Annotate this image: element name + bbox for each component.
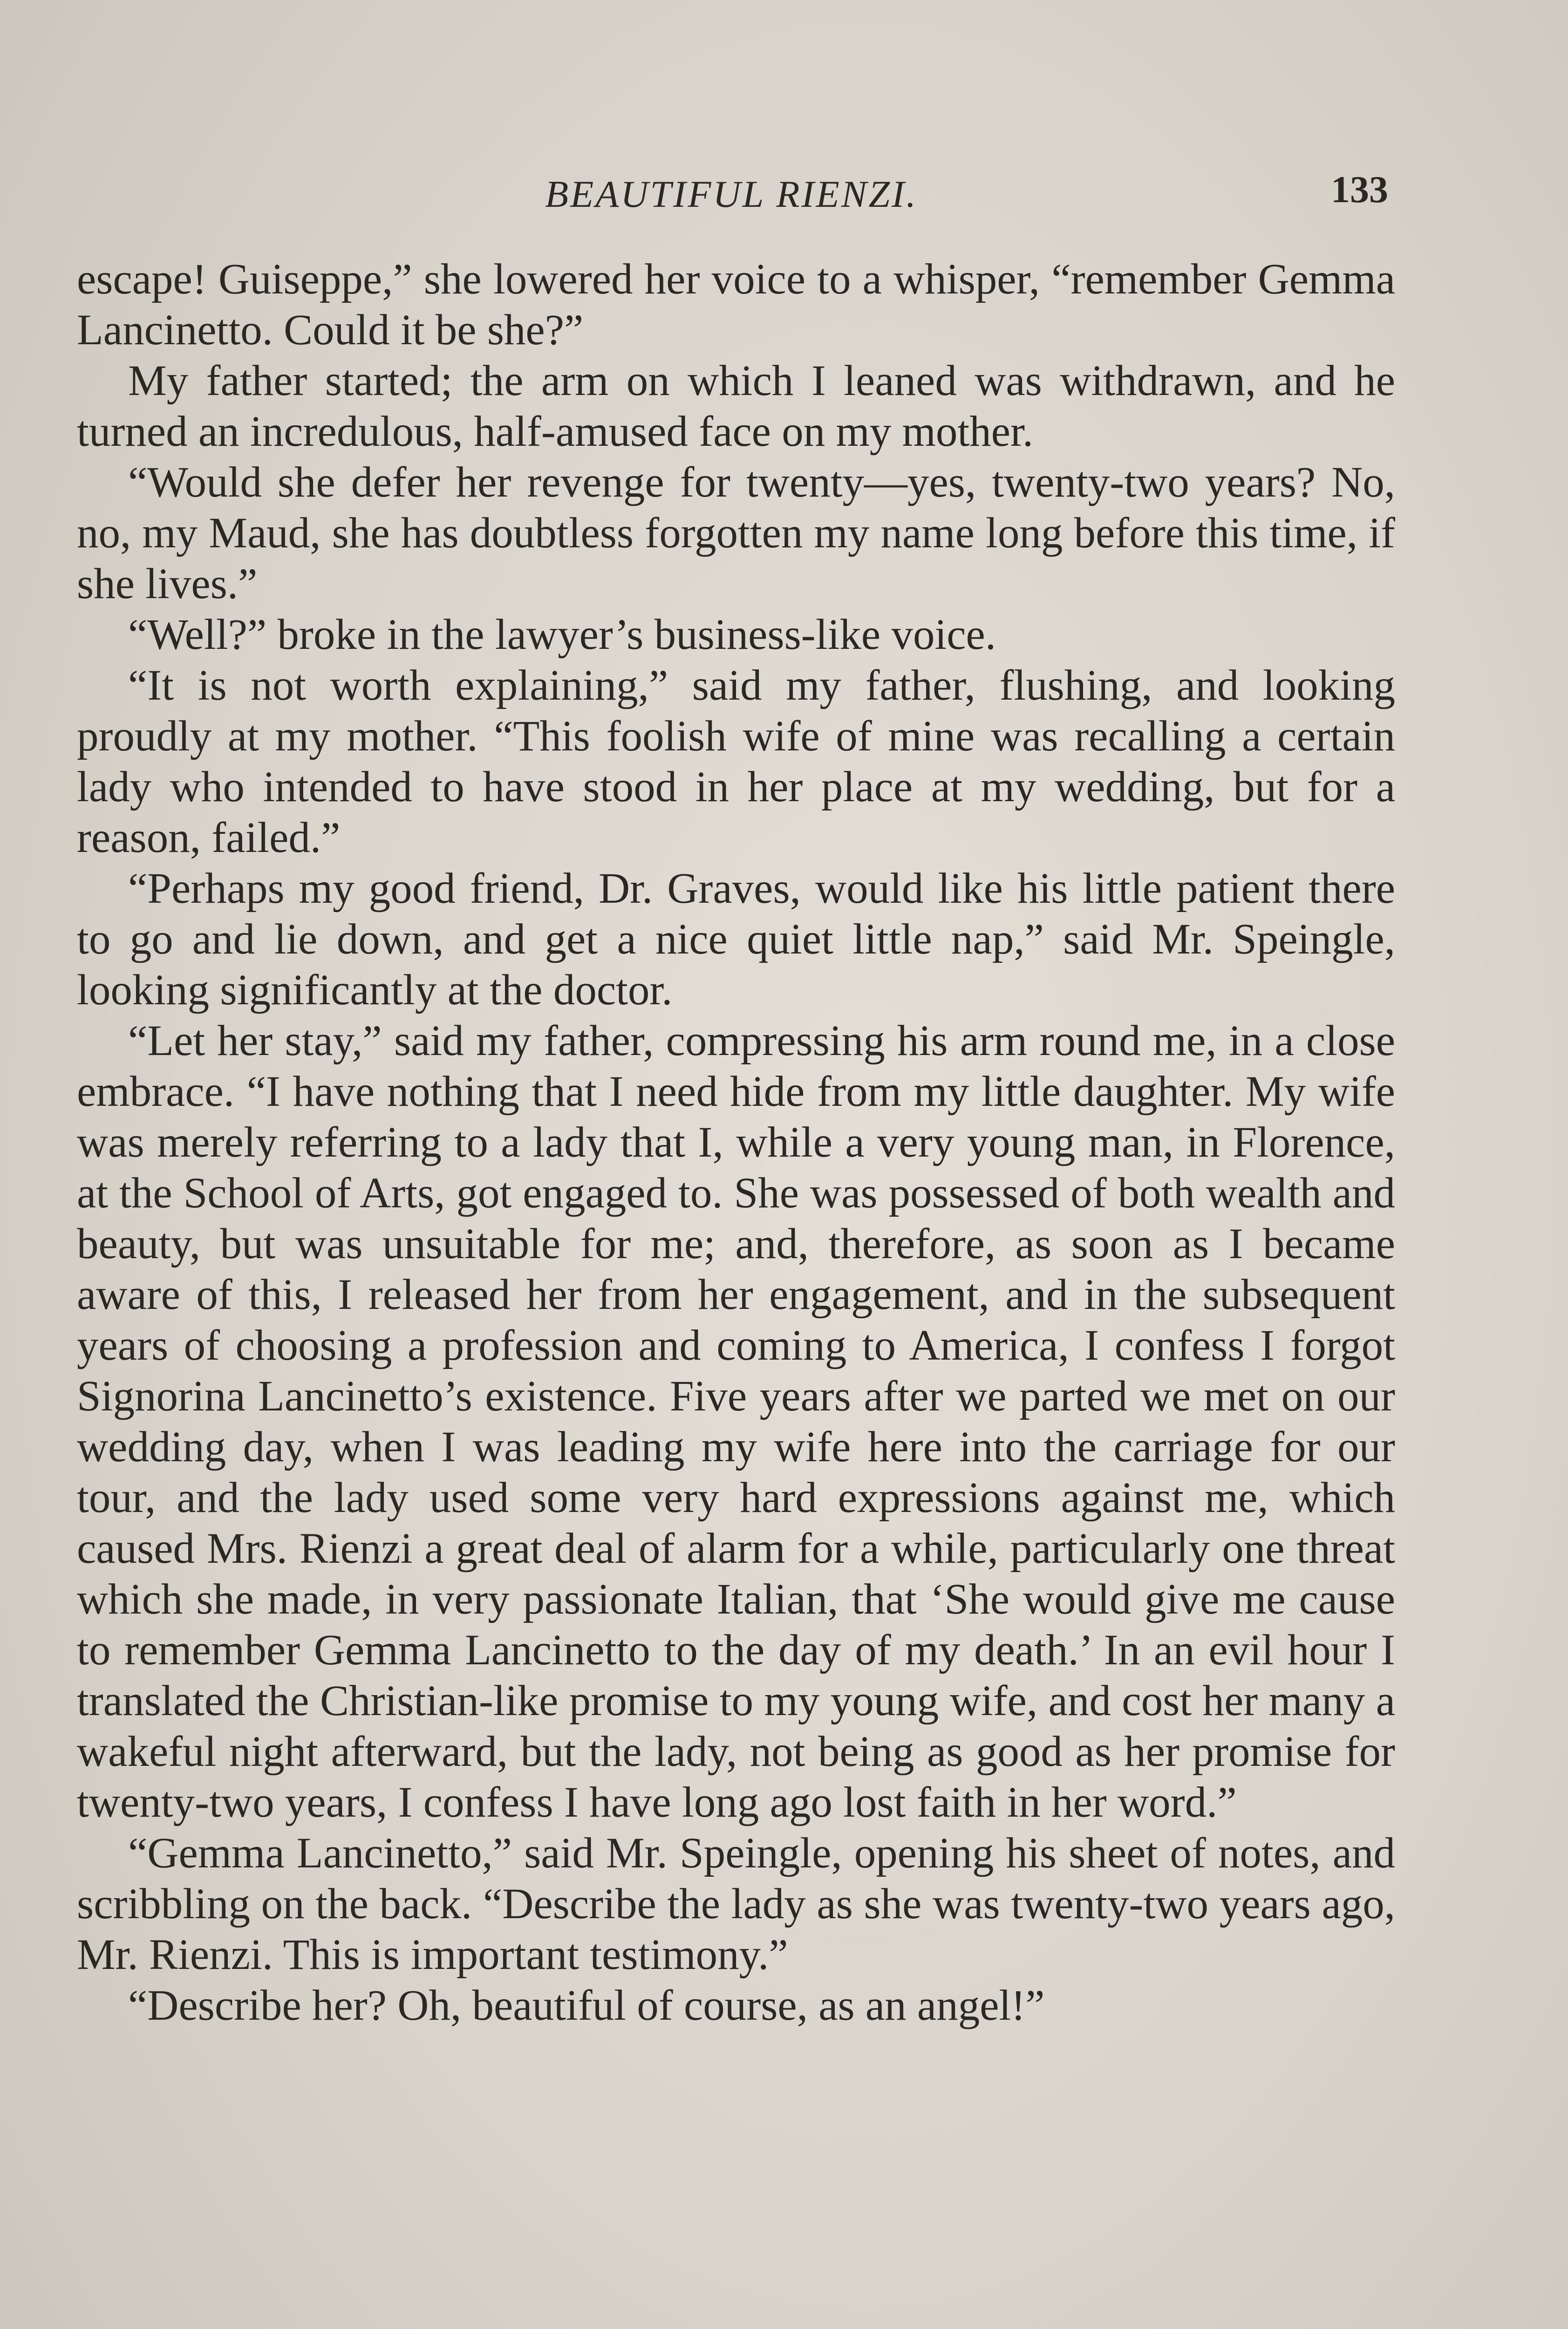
paragraph: “Perhaps my good friend, Dr. Graves, would like his little patient there to go and lie down, and get a nice quiet little nap,” said Mr. Speingle, looking significantly at the doctor.: [77, 865, 1395, 1014]
paragraph: “Describe her? Oh, beautiful of course, as an angel!”: [128, 1982, 1045, 2029]
paragraph: escape! Guiseppe,” she lowered her voice to a whisper, “remember Gemma Lancinetto. Could it be she?”: [77, 255, 1395, 354]
paragraph: “Well?” broke in the lawyer’s business-like voice.: [128, 611, 996, 659]
page-number: 133: [1331, 168, 1388, 211]
paragraph: “It is not worth explaining,” said my father, flushing, and looking proudly at my mother. “This foolish wife of mine was recalling a certain lady who intended to have stood in her place at my wedding, but for a reason, failed.”: [77, 661, 1395, 862]
running-title: BEAUTIFUL RIENZI.: [545, 173, 918, 215]
body-text: [77, 254, 1395, 2031]
paragraph: “Would she defer her revenge for twenty—yes, twenty-two years? No, no, my Maud, she has doubtless forgotten my name long before this time, if she lives.”: [77, 458, 1395, 608]
page-header: [75, 168, 1388, 228]
paragraph: “Gemma Lancinetto,” said Mr. Speingle, opening his sheet of notes, and scribbling on the back. “Describe the lady as she was twenty-two years ago, Mr. Rienzi. This is important testimony.”: [77, 1829, 1395, 1979]
paragraph: My father started; the arm on which I leaned was withdrawn, and he turned an incredulous, half-amused face on my mother.: [77, 357, 1395, 456]
paragraph: “Let her stay,” said my father, compressing his arm round me, in a close embrace. “I have nothing that I need hide from my little daughter. My wife was merely referring to a lady that I, while a very young man, in Florence, at the School of Arts, got engaged to. She was possessed of both wealth and beauty, but was unsuitable for me; and, therefore, as soon as I became aware of this, I released her from her engagement, and in the subsequent years of choosing a profession and coming to America, I confess I forgot Signorina Lancinetto’s existence. Five years after we parted we met on our wedding day, when I was leading my wife here into the carriage for our tour, and the lady used some very hard expressions against me, which caused Mrs. Rienzi a great deal of alarm for a while, particularly one threat which she made, in very passionate Italian, that ‘She would give me cause to remember Gemma Lancinetto to the day of my death.’ In an evil hour I translated the Christian-like promise to my young wife, and cost her many a wakeful night afterward, but the lady, not being as good as her promise for twenty-two years, I confess I have long ago lost faith in her word.”: [77, 1017, 1395, 1826]
